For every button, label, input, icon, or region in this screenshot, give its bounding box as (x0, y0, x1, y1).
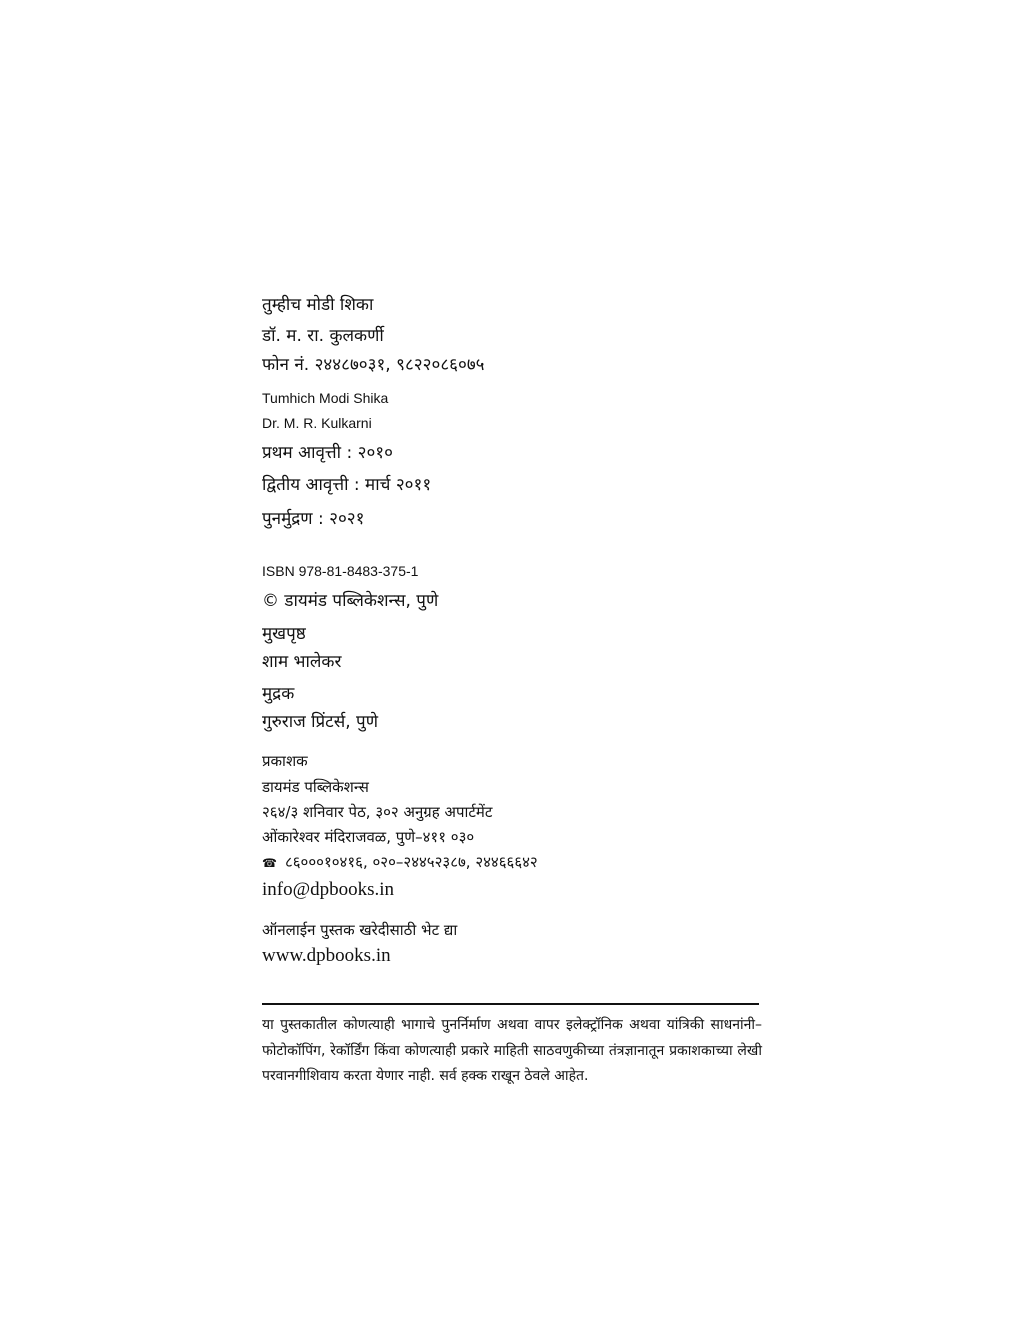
book-title-marathi: तुम्हीच मोडी शिका (262, 295, 374, 315)
phone-icon: ☎ (262, 856, 277, 870)
printer-label: मुद्रक (262, 684, 295, 704)
cover-label: मुखपृष्ठ (262, 624, 306, 644)
second-edition: द्वितीय आवृत्ती : मार्च २०११ (262, 475, 432, 495)
publisher-label: प्रकाशक (262, 752, 308, 770)
phone-numbers (262, 852, 538, 873)
reprint: पुनर्मुद्रण : २०२१ (262, 509, 365, 529)
author-marathi: डॉ. म. रा. कुलकर्णी (262, 326, 384, 346)
copyright: © डायमंड पब्लिकेशन्स, पुणे (262, 591, 439, 611)
author-phone: फोन नं. २४४८७०३१, ९८२२०८६०७५ (262, 355, 485, 375)
cover-artist: शाम भालेकर (262, 652, 342, 672)
publisher-name: डायमंड पब्लिकेशन्स (262, 778, 369, 796)
email-link[interactable]: info@dpbooks.in (262, 879, 395, 900)
first-edition: प्रथम आवृत्ती : २०१० (262, 443, 393, 463)
printer: गुरुराज प्रिंटर्स, पुणे (262, 712, 379, 732)
author-english: Dr. M. R. Kulkarni (262, 415, 372, 431)
isbn: ISBN 978-81-8483-375-1 (262, 563, 419, 579)
divider (262, 1003, 759, 1005)
website-link[interactable]: www.dpbooks.in (262, 945, 391, 966)
phones-text: ८६०००१०४१६, ०२०–२४४५२३८७, २४४६६६४२ (284, 853, 538, 871)
online-purchase-text: ऑनलाईन पुस्तक खरेदीसाठी भेट द्या (262, 921, 458, 939)
address-line-2: ओंकारेश्वर मंदिराजवळ, पुणे–४११ ०३० (262, 828, 475, 846)
address-line-1: २६४/३ शनिवार पेठ, ३०२ अनुग्रह अपार्टमेंट (262, 803, 493, 821)
rights-disclaimer: या पुस्तकातील कोणत्याही भागाचे पुनर्निर्माण अथवा वापर इलेक्ट्रॉनिक अथवा यांत्रिकी साधनांनी– फोटोकॉपिंग, रेकॉर्डिंग किंवा कोणत्याही प्रकारे माहिती साठवणुकीच्या तंत्रज्ञानातून प्रकाशकाच्या लेखी परवानगीशिवाय करता येणार नाही. सर्व हक्क राखून ठेवले आहेत. (262, 1017, 762, 1084)
book-title-english: Tumhich Modi Shika (262, 390, 389, 406)
